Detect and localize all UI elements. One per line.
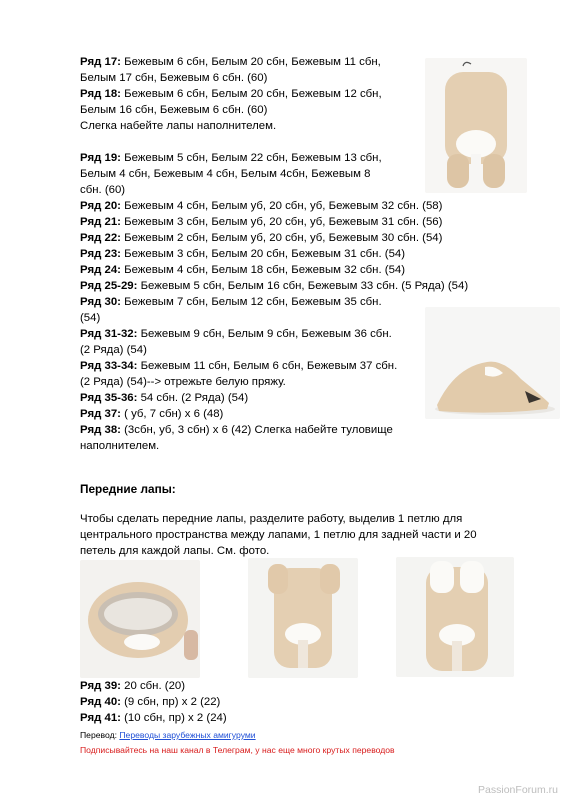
row-line: [80, 678, 185, 694]
row-text: Бежевым 3 сбн, Белым уб, 20 сбн, уб, Бежевым 31 сбн. (56): [120, 216, 443, 228]
row-text: Белым 4 сбн, Бежевым 4 сбн, Белым 4сбн, Бежевым 8: [80, 168, 371, 180]
watermark: PassionForum.ru: [478, 784, 558, 796]
row-label: Ряд 18:: [80, 88, 121, 100]
row-label: Ряд 31-32:: [80, 328, 138, 340]
row-text: (54): [80, 312, 101, 324]
row-label: Ряд 35-36:: [80, 392, 138, 404]
photo-body-side: [425, 307, 560, 419]
row-line: [80, 710, 227, 726]
row-label: Ряд 21:: [80, 216, 121, 228]
translation-credit: [80, 730, 256, 740]
row-line: [80, 214, 442, 230]
row-text: (2 Ряда) (54): [80, 344, 147, 356]
row-line: [80, 246, 405, 262]
row-text: (9 сбн, пр) х 2 (22): [120, 696, 221, 708]
row-line: [80, 406, 223, 422]
row-text: Бежевым 5 сбн, Белым 22 сбн, Бежевым 13 сбн,: [120, 152, 382, 164]
row-text: (2 Ряда) (54)--> отрежьте белую пряжу.: [80, 376, 286, 388]
row-text: (3сбн, уб, 3 сбн) х 6 (42) Слегка набейте туловище: [120, 424, 393, 436]
row-text: сбн. (60): [80, 184, 126, 196]
row-line: [80, 358, 397, 374]
row-label: Ряд 39:: [80, 680, 121, 692]
telegram-promo: Подписывайтесь на наш канал в Телеграм, у нас еще много крутых переводов: [80, 745, 395, 755]
row-line: [80, 102, 267, 118]
row-text: 20 сбн. (20): [120, 680, 186, 692]
row-line: [80, 694, 220, 710]
row-label: Ряд 40:: [80, 696, 121, 708]
row-line: [80, 278, 468, 294]
row-line: [80, 262, 405, 278]
row-line: [80, 390, 248, 406]
row-line: [80, 326, 392, 342]
row-line: [80, 374, 286, 390]
row-line: [80, 118, 276, 134]
row-line: [80, 342, 147, 358]
row-line: [80, 150, 382, 166]
row-line: [80, 294, 382, 310]
row-label: Ряд 41:: [80, 712, 121, 724]
row-line: [80, 54, 381, 70]
photo-legs-front-2: [396, 557, 514, 677]
row-text: Бежевым 7 сбн, Белым 12 сбн, Бежевым 35 сбн.: [120, 296, 382, 308]
photo-legs-front-1: [248, 558, 358, 678]
translation-prefix: Перевод:: [80, 730, 120, 740]
row-text: Белым 17 сбн, Бежевым 6 сбн. (60): [80, 72, 268, 84]
row-label: Ряд 24:: [80, 264, 121, 276]
row-text: Бежевым 6 сбн, Белым 20 сбн, Бежевым 12 сбн,: [120, 88, 382, 100]
row-line: [80, 86, 382, 102]
row-text: Бежевым 3 сбн, Белым 20 сбн, Бежевым 31 сбн. (54): [120, 248, 406, 260]
row-line: [80, 70, 267, 86]
row-label: Ряд 19:: [80, 152, 121, 164]
row-line: [80, 182, 125, 198]
row-label: Ряд 23:: [80, 248, 121, 260]
row-text: Бежевым 4 сбн, Белым 18 сбн, Бежевым 32 сбн. (54): [120, 264, 406, 276]
row-line: [80, 422, 393, 438]
row-label: Ряд 22:: [80, 232, 121, 244]
photo-legs-back: [425, 58, 527, 193]
row-text: Бежевым 4 сбн, Белым уб, 20 сбн, уб, Бежевым 32 сбн. (58): [120, 200, 443, 212]
row-text: 54 сбн. (2 Ряда) (54): [137, 392, 249, 404]
row-label: Ряд 37:: [80, 408, 121, 420]
row-text: Слегка набейте лапы наполнителем.: [80, 120, 277, 132]
row-label: Ряд 38:: [80, 424, 121, 436]
row-line: [80, 310, 100, 326]
section-heading: Передние лапы:: [80, 482, 176, 496]
row-line: [80, 230, 442, 246]
paragraph-line-2: центрального пространства между лапами, 1 петлю для задней части и 20: [80, 529, 477, 541]
row-label: Ряд 20:: [80, 200, 121, 212]
photo-opening-top: [80, 560, 200, 678]
row-line: [80, 166, 370, 182]
translation-link[interactable]: Переводы зарубежных амигуруми: [119, 730, 256, 740]
row-text: Бежевым 2 сбн, Белым уб, 20 сбн, уб, Бежевым 30 сбн. (54): [120, 232, 443, 244]
row-text: (10 сбн, пр) х 2 (24): [120, 712, 227, 724]
row-text: Белым 16 сбн, Бежевым 6 сбн. (60): [80, 104, 268, 116]
row-line: [80, 198, 442, 214]
row-label: Ряд 30:: [80, 296, 121, 308]
row-text: Бежевым 6 сбн, Белым 20 сбн, Бежевым 11 сбн,: [120, 56, 381, 68]
row-label: Ряд 25-29:: [80, 280, 138, 292]
row-label: Ряд 33-34:: [80, 360, 138, 372]
row-line: [80, 438, 159, 454]
row-text: Бежевым 5 сбн, Белым 16 сбн, Бежевым 33 сбн. (5 Ряда) (54): [137, 280, 469, 292]
row-text: Бежевым 11 сбн, Белым 6 сбн, Бежевым 37 сбн.: [137, 360, 398, 372]
paragraph-line-3: петель для каждой лапы. См. фото.: [80, 545, 270, 557]
paragraph-line-1: Чтобы сделать передние лапы, разделите работу, выделив 1 петлю для: [80, 513, 463, 525]
row-text: Бежевым 9 сбн, Белым 9 сбн, Бежевым 36 сбн.: [137, 328, 392, 340]
row-text: наполнителем.: [80, 440, 160, 452]
row-text: ( уб, 7 сбн) х 6 (48): [120, 408, 224, 420]
row-label: Ряд 17:: [80, 56, 121, 68]
